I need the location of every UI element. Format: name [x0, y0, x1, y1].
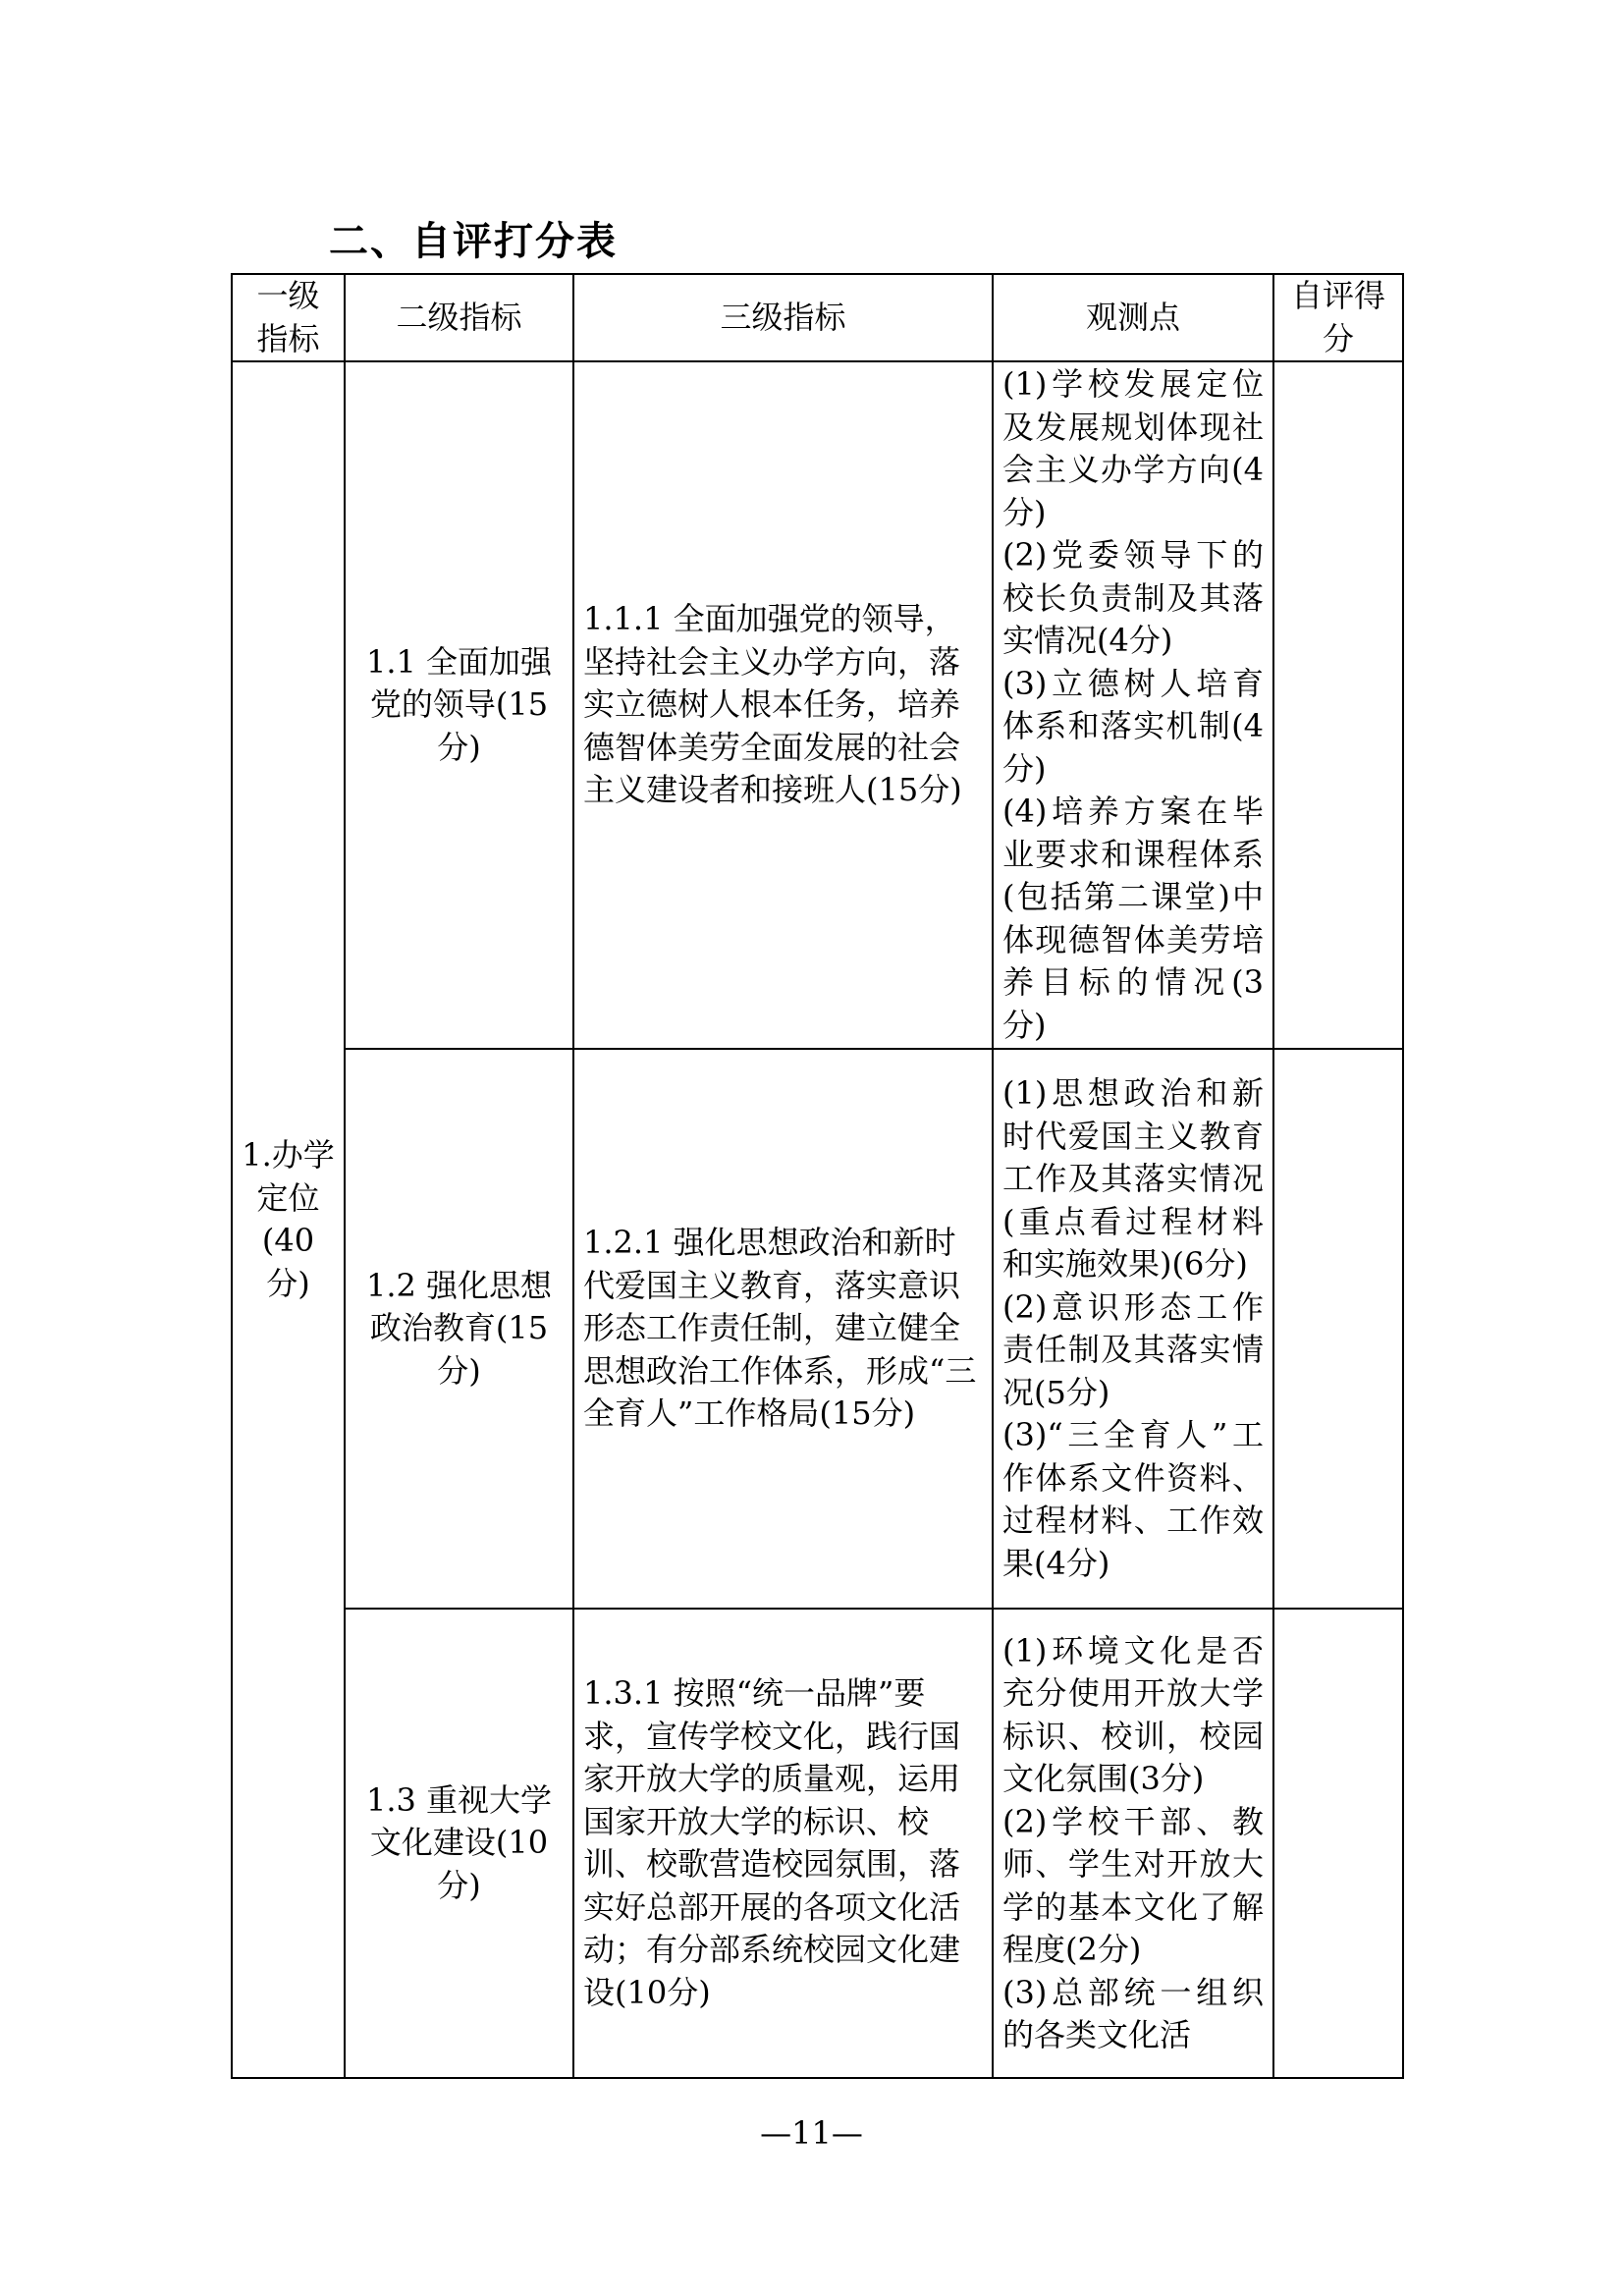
table-row — [232, 361, 1403, 1049]
observation-item: (4)培养方案在毕业要求和课程体系(包括第二课堂)中体现德智体美劳培养目标的情况(3分) — [1002, 793, 1264, 1044]
header-level2: 二级指标 — [345, 274, 573, 361]
level3-indicator: 1.1.1 全面加强党的领导，坚持社会主义办学方向，落实立德树人根本任务，培养德智体美劳全面发展的社会主义建设者和接班人(15分) — [573, 361, 993, 1049]
header-level3: 三级指标 — [573, 274, 993, 361]
table-row — [232, 1609, 1403, 2078]
page-number: —11— — [760, 2114, 863, 2152]
observation-item: (1)思想政治和新时代爱国主义教育工作及其落实情况(重点看过程材料和实施效果)(6分) — [1002, 1074, 1264, 1283]
observation-item: (1)学校发展定位及发展规划体现社会主义办学方向(4分) — [1002, 365, 1264, 531]
table-header-row — [232, 274, 1403, 361]
level2-indicator: 1.1 全面加强党的领导(15分) — [345, 361, 573, 1049]
self-score-cell — [1273, 1609, 1403, 2078]
self-score-cell — [1273, 361, 1403, 1049]
level3-indicator: 1.2.1 强化思想政治和新时代爱国主义教育，落实意识形态工作责任制，建立健全思想政治工作体系，形成“三全育人”工作格局(15分) — [573, 1049, 993, 1609]
header-level1: 一级指标 — [232, 274, 345, 361]
self-score-cell — [1273, 1049, 1403, 1609]
observation-item: (3)立德树人培育体系和落实机制(4分) — [1002, 664, 1264, 788]
observation-item: (2)党委领导下的校长负责制及其落实情况(4分) — [1002, 536, 1264, 659]
page-heading: 二、自评打分表 — [329, 219, 618, 264]
level3-indicator: 1.3.1 按照“统一品牌”要求，宣传学校文化，践行国家开放大学的质量观，运用国家开放大学的标识、校训、校歌营造校园氛围，落实好总部开展的各项文化活动；有分部系统校园文化建设(10分) — [573, 1609, 993, 2078]
observation-item: (2)学校干部、教师、学生对开放大学的基本文化了解程度(2分) — [1002, 1802, 1264, 1968]
observation-points — [993, 361, 1273, 1049]
score-table — [231, 273, 1404, 2079]
observation-points — [993, 1049, 1273, 1609]
level2-indicator: 1.3 重视大学文化建设(10分) — [345, 1609, 573, 2078]
observation-item: (2)意识形态工作责任制及其落实情况(5分) — [1002, 1287, 1264, 1411]
observation-points — [993, 1609, 1273, 2078]
header-observation: 观测点 — [993, 274, 1273, 361]
observation-item: (1)环境文化是否充分使用开放大学标识、校训，校园文化氛围(3分) — [1002, 1631, 1264, 1797]
header-self-score: 自评得分 — [1273, 274, 1403, 361]
level2-indicator: 1.2 强化思想政治教育(15分) — [345, 1049, 573, 1609]
level1-indicator: 1.办学定位(40分) — [232, 361, 345, 2078]
table-row — [232, 1049, 1403, 1609]
observation-item: (3)“三全育人”工作体系文件资料、过程材料、工作效果(4分) — [1002, 1416, 1264, 1582]
observation-item: (3)总部统一组织的各类文化活 — [1002, 1973, 1264, 2053]
